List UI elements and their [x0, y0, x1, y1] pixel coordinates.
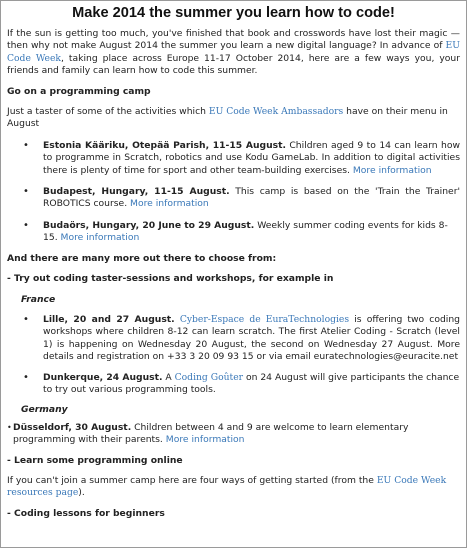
france-list [7, 314, 460, 396]
coding-gouter-link[interactable]: Coding Goûter [174, 371, 244, 383]
more-information-link-dusseldorf[interactable]: More information [165, 434, 245, 446]
more-heading: And there are many more out there to choose from: [7, 252, 277, 264]
more-information-link-budapest[interactable]: More information [130, 198, 209, 210]
list-item-lille [43, 314, 460, 364]
budaors-title: Budaörs, Hungary, 20 June to 29 August. [43, 219, 255, 231]
dusseldorf-text: Children between 4 and 9 are welcome to learn elementary programming with their parents. [13, 421, 409, 446]
camp-lead-end: have on their menu in August [7, 106, 448, 130]
dunkerque-title: Dunkerque, 24 August. [43, 371, 163, 383]
dunkerque-text-start: A [162, 371, 175, 383]
online-heading: - Learn some programming online [7, 454, 183, 466]
intro-text-end: , taking place across Europe 11-17 October 2014, here are a few ways you, your friends and family can learn how to code this summer. [7, 52, 461, 77]
ambassadors-link[interactable]: EU Code Week Ambassadors [208, 106, 344, 118]
camp-lead [7, 106, 460, 131]
intro-paragraph [7, 28, 460, 78]
camp-heading: Go on a programming camp [7, 85, 151, 97]
budapest-title: Budapest, Hungary, 11-15 August. [43, 186, 230, 198]
cyber-espace-link[interactable]: Cyber-Espace de EuraTechnologies [179, 313, 350, 325]
more-information-link-budaors[interactable]: More information [60, 232, 140, 244]
list-item-budapest [43, 186, 460, 211]
eu-code-week-link[interactable]: EU Code Week [7, 40, 460, 64]
online-paragraph [7, 475, 460, 500]
online-text-start: If you can't join a summer camp here are four ways of getting started (from the [7, 474, 377, 486]
beginners-heading: - Coding lessons for beginners [7, 507, 165, 519]
budapest-text: This camp is based on the 'Train the Trainer' ROBOTICS course. [43, 186, 460, 210]
more-information-link-estonia[interactable]: More information [352, 164, 432, 176]
lille-title: Lille, 20 and 27 August. [43, 313, 175, 325]
resources-page-link[interactable]: EU Code Week resources page [7, 474, 447, 499]
online-text-end: ). [78, 487, 85, 499]
intro-text-start: If the sun is getting too much, you've finished that book and crosswords have lost their magic — then why not make August 2014 the summer you learn a new digital language? In advance of [7, 28, 460, 52]
camp-lead-start: Just a taster of some of the activities which [7, 106, 209, 118]
list-item-dunkerque [43, 372, 460, 397]
list-item-budaors [43, 220, 460, 245]
list-item-estonia [43, 140, 460, 177]
germany-list [7, 422, 460, 447]
camp-list [7, 140, 460, 245]
lille-text-end: is offering two coding workshops where children 8-12 can learn scratch. The first Atelier Coding - Scratch (level 1) is happening on Wednesday 20 August, the second on Wednesday 27 August. More details and registration on +33 3 20 09 93 15 or via email euratechnologies@euracite.net [43, 313, 460, 363]
country-label-germany: Germany [21, 404, 68, 416]
estonia-text: Children aged 9 to 14 can learn how to programme in Scratch, robotics and use Kodu GameLab. In addition to digital activities there is plenty of time for sport and other team-building exercises. [43, 139, 461, 176]
article-title: Make 2014 the summer you learn how to code! [72, 5, 395, 21]
dunkerque-text-end: on 24 August will give participants the chance to try out various programming tools. [43, 371, 460, 395]
estonia-title: Estonia Kääriku, Otepää Parish, 11-15 August. [43, 139, 286, 151]
budaors-text: Weekly summer coding events for kids 8-15. [43, 219, 448, 244]
country-label-france: France [21, 293, 56, 305]
list-item-dusseldorf [13, 422, 460, 447]
article-content [1, 1, 466, 520]
taster-heading: - Try out coding taster-sessions and workshops, for example in [7, 273, 334, 285]
dusseldorf-title: Düsseldorf, 30 August. [13, 421, 132, 433]
